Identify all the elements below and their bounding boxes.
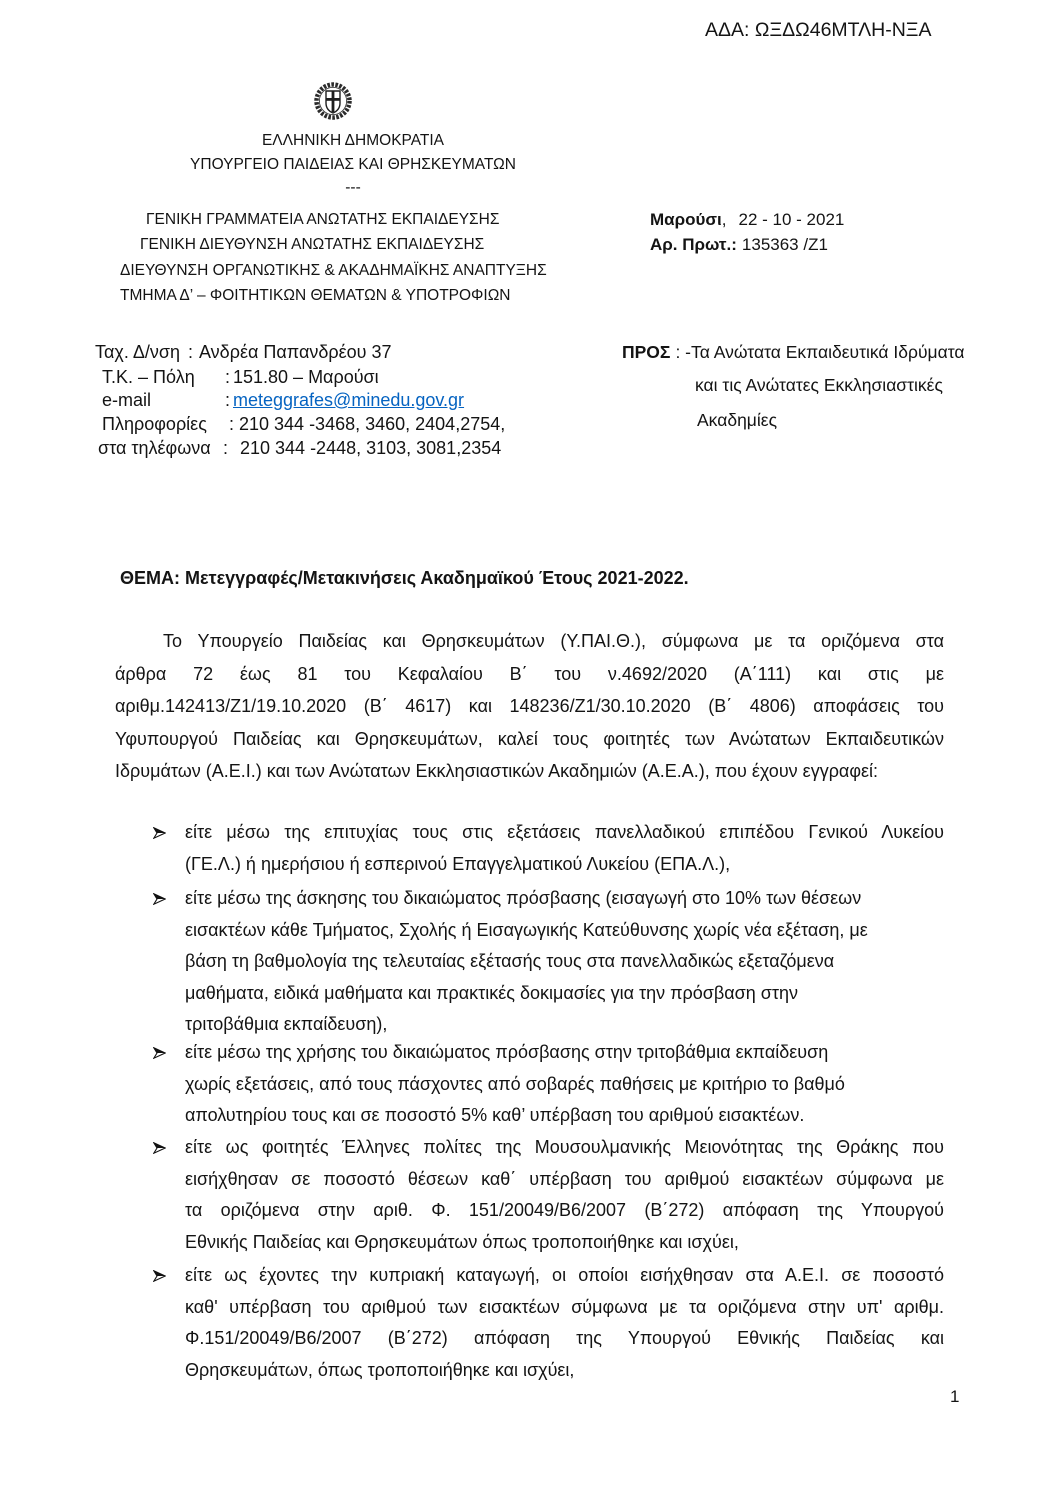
arrowhead-bullet-icon (153, 1270, 166, 1282)
bullet-item (148, 1132, 944, 1258)
contact-row-email (0, 389, 600, 411)
bullet-line: τριτοβάθμια εκπαίδευση), (185, 1014, 388, 1035)
header-separator: --- (345, 179, 361, 196)
header-unit: ΤΜΗΜΑ Δ’ – ΦΟΙΤΗΤΙΚΩΝ ΘΕΜΑΤΩΝ & ΥΠΟΤΡΟΦΙΩΝ (120, 287, 511, 304)
contact-value: 210 344 -2448, 3103, 3081,2354 (240, 438, 502, 458)
recipient-text: : -Τα Ανώτατα Εκπαιδευτικά Ιδρύματα (675, 342, 965, 362)
contact-row-phones (0, 437, 600, 459)
intro-line: Ιδρυμάτων (Α.Ε.Ι.) και των Ανώτατων Εκκλησιαστικών Ακαδημιών (Α.Ε.Α.), που έχουν εγγραφεί: (115, 761, 879, 781)
bullet-line: βάση τη βαθμολογία της τελευταίας εξέτασής τους στα πανελλαδικώς εξεταζόμενα (185, 951, 835, 972)
bullet-text (185, 817, 944, 880)
bullet-line: είτε μέσω της επιτυχίας τους στις εξετάσεις πανελλαδικού επιπέδου Γενικού Λυκείου (185, 822, 944, 842)
contact-separator: : (223, 438, 229, 458)
protocol-label: Αρ. Πρωτ.: (650, 235, 737, 254)
place-separator: , (721, 210, 727, 229)
bullet-line: τα οριζόμενα στην αριθ. Φ. 151/20049/Β6/2007 (Β΄272) απόφαση της Υπουργού (185, 1200, 944, 1221)
contact-label: Πληροφορίες (102, 414, 207, 434)
email-link[interactable]: meteggrafes@minedu.gov.gr (233, 390, 465, 410)
contact-row-address (0, 341, 600, 363)
arrowhead-bullet-icon (153, 827, 166, 839)
bullet-item (148, 1260, 944, 1386)
protocol-number: 135363 /Ζ1 (741, 235, 828, 254)
bullet-line: εισήχθησαν σε ποσοστό θέσεων καθ΄ υπέρβαση του αριθμού εισακτέων σύμφωνα με (185, 1168, 944, 1189)
subject-line: ΘΕΜΑ: Μετεγγραφές/Μετακινήσεις Ακαδημαϊκού Έτους 2021-2022. (120, 568, 689, 588)
bullet-text (185, 1132, 944, 1258)
recipient-line: Ακαδημίες (697, 410, 778, 430)
place: Μαρούσι (650, 210, 722, 229)
bullet-line: χωρίς εξετάσεις, από τους πάσχοντες από σοβαρές παθήσεις με κριτήριο το βαθμό (185, 1073, 845, 1094)
contact-label: στα τηλέφωνα (98, 438, 211, 458)
arrowhead-bullet-icon (153, 893, 166, 905)
bullet-text (185, 1260, 944, 1386)
document-ada-code: ΑΔΑ: ΩΞΔΩ46ΜΤΛΗ-ΝΞΑ (705, 19, 932, 41)
contact-label: Τ.Κ. – Πόλη (102, 367, 195, 387)
bullet-line: είτε ως έχοντες την κυπριακή καταγωγή, οι οποίοι εισήχθησαν στα Α.Ε.Ι. σε ποσοστό (185, 1265, 944, 1285)
recipient-line: και τις Ανώτατες Εκκλησιαστικές (695, 375, 943, 395)
contact-row-info (0, 413, 600, 435)
recipient-label: ΠΡΟΣ (622, 342, 671, 362)
bullet-line: είτε μέσω της άσκησης του δικαιώματος πρόσβασης (εισαγωγή στο 10% των θέσεων (185, 888, 862, 908)
intro-line: άρθρα 72 έως 81 του Κεφαλαίου Β΄ του ν.4692/2020 (Α΄111) και στις με (115, 663, 944, 684)
coat-of-arms-icon (313, 79, 353, 123)
arrowhead-bullet-icon (153, 1047, 166, 1059)
header-unit: ΓΕΝΙΚΗ ΓΡΑΜΜΑΤΕΙΑ ΑΝΩΤΑΤΗΣ ΕΚΠΑΙΔΕΥΣΗΣ (146, 211, 500, 228)
document-date: 22 - 10 - 2021 (738, 210, 845, 229)
contact-value: Ανδρέα Παπανδρέου 37 (199, 342, 392, 362)
bullet-line: Εθνικής Παιδείας και Θρησκευμάτων όπως τροποποιήθηκε και ισχύει, (185, 1231, 739, 1252)
contact-label: Ταχ. Δ/νση (95, 342, 181, 362)
intro-line: αριθμ.142413/Ζ1/19.10.2020 (Β΄ 4617) και 148236/Ζ1/30.10.2020 (Β΄ 4806) αποφάσεις του (115, 696, 944, 716)
bullet-line: Φ.151/20049/Β6/2007 (Β΄272) απόφαση της Υπουργού Εθνικής Παιδείας και (185, 1328, 944, 1349)
contact-separator: : (188, 342, 194, 362)
bullet-item (148, 883, 944, 1041)
place-date-line (650, 209, 844, 231)
contact-value: 210 344 -3468, 3460, 2404,2754, (239, 414, 506, 434)
bullet-text (185, 883, 944, 1041)
contact-separator: : (225, 367, 231, 387)
bullet-line: είτε ως φοιτητές Έλληνες πολίτες της Μουσουλμανικής Μειονότητας της Θράκης που (185, 1137, 944, 1157)
bullet-line: εισακτέων κάθε Τμήματος, Σχολής ή Εισαγωγικής Κατεύθυνσης χωρίς νέα εξέταση, με (185, 919, 868, 940)
bullet-item (148, 1037, 944, 1132)
bullet-line: μαθήματα, ειδικά μαθήματα και πρακτικές δοκιμασίες για την πρόσβαση στην (185, 982, 799, 1003)
bullet-line: Θρησκευμάτων, όπως τροποποιήθηκε και ισχύει, (185, 1359, 575, 1380)
contact-separator: : (225, 390, 231, 410)
bullet-line: καθ' υπέρβαση του αριθμού των εισακτέων σύμφωνα με τα οριζόμενα στην υπ' αριθμ. (185, 1296, 944, 1317)
intro-line: Το Υπουργείο Παιδείας και Θρησκευμάτων (Υ.ΠΑΙ.Θ.), σύμφωνα με τα οριζόμενα στα (163, 631, 944, 651)
recipient-line (622, 341, 965, 363)
contact-label: e-mail (102, 390, 152, 410)
protocol-line (650, 234, 828, 256)
contact-row-postcode-city (0, 366, 600, 388)
header-country: ΕΛΛΗΝΙΚΗ ΔΗΜΟΚΡΑΤΙΑ (261, 132, 445, 149)
header-unit: ΔΙΕΥΘΥΝΣΗ ΟΡΓΑΝΩΤΙΚΗΣ & ΑΚΑΔΗΜΑΪΚΗΣ ΑΝΑΠΤΥΞΗΣ (120, 262, 547, 279)
bullet-text (185, 1037, 944, 1132)
bullet-line: είτε μέσω της χρήσης του δικαιώματος πρόσβασης στην τριτοβάθμια εκπαίδευση (185, 1042, 829, 1062)
page-number: 1 (950, 1387, 960, 1406)
header-unit: ΓΕΝΙΚΗ ΔΙΕΥΘΥΝΣΗ ΑΝΩΤΑΤΗΣ ΕΚΠΑΙΔΕΥΣΗΣ (140, 236, 485, 253)
intro-paragraph (115, 625, 944, 788)
contact-value: 151.80 – Μαρούσι (233, 367, 379, 387)
contact-separator: : (229, 414, 235, 434)
intro-line: Υφυπουργού Παιδείας και Θρησκευμάτων, καλεί τους φοιτητές των Ανώτατων Εκπαιδευτικών (115, 728, 944, 749)
arrowhead-bullet-icon (153, 1142, 166, 1154)
bullet-line: απολυτηρίου τους και σε ποσοστό 5% καθ’ υπέρβαση του αριθμού εισακτέων. (185, 1105, 805, 1126)
bullet-line: (ΓΕ.Λ.) ή ημερήσιου ή εσπερινού Επαγγελματικού Λυκείου (ΕΠΑ.Λ.), (185, 853, 731, 874)
bullet-item (148, 817, 944, 880)
header-ministry: ΥΠΟΥΡΓΕΙΟ ΠΑΙΔΕΙΑΣ ΚΑΙ ΘΡΗΣΚΕΥΜΑΤΩΝ (190, 156, 516, 173)
